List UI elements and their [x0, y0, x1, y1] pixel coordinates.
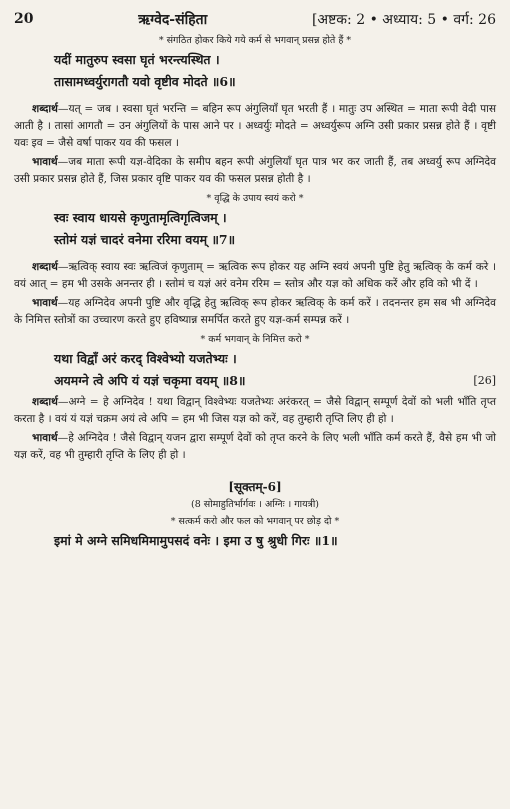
mantra-line: यथा विद्वाँ अरं करद् विश्वेभ्यो यजतेभ्यः ।: [54, 351, 237, 366]
bhavarth-text: —हे अग्निदेव ! जैसे विद्वान् यजन द्वारा सम्पूर्ण देवों को तृप्त करने के लिए भली भाँति कर्म करते हैं, वैसे हम भी जो यज्ञ करें, वह भी तुम्हारी तृप्ति के लिए ही हो ।: [14, 432, 496, 461]
mantra-line: स्तोमं यज्ञं चादरं वनेमा ररिमा वयम् ॥7॥: [54, 232, 236, 247]
section-caption: * संगठित होकर किये गये कर्म से भगवान् प्रसन्न होते हैं *: [158, 35, 352, 46]
mantra-line: अयमग्ने त्वे अपि यं यज्ञं चकृमा वयम् ॥8॥: [54, 373, 246, 388]
page-number: 20: [14, 11, 34, 27]
shabdarth-paragraph: [14, 394, 496, 428]
shabdarth-label: शब्दार्थ: [32, 396, 58, 408]
shabdarth-paragraph: [14, 259, 496, 293]
bhavarth-label: भावार्थ: [32, 432, 58, 444]
mantra-line: स्वः स्वाय धायसे कृणुतामृत्विगृत्विजम् ।: [54, 210, 227, 225]
page-header: [14, 8, 496, 30]
bhavarth-label: भावार्थ: [32, 156, 58, 168]
shabdarth-text: —यत् = जब । स्वसा घृतं भरन्ति = बहिन रूप अंगुलियाँ घृत भरती हैं । मातुः उप अस्थित = माता रूपी वेदी पास आती है । तासां आगतौ = उन अंगुलियों के पास आने पर । अध्वर्युः मोदते = अध्वर्युरूप अग्नि उसी प्रकार प्रसन्न होते हैं । वृष्टी यवः इव = जैसे वर्षा पाकर यव की फसल ।: [14, 103, 496, 149]
bhavarth-label: भावार्थ: [32, 297, 58, 309]
sukta-title: [सूक्तम्-6]: [228, 480, 282, 494]
section-caption: * सत्कर्म करो और फल को भगवान् पर छोड़ दो *: [170, 516, 340, 527]
verse-group-ref: [26]: [473, 374, 496, 387]
section-location: [अष्टक: 2 • अध्याय: 5 • वर्ग: 26: [311, 11, 496, 28]
bhavarth-text: —यह अग्निदेव अपनी पुष्टि और वृद्धि हेतु ऋत्विक् रूप होकर ऋत्विक् के कर्म करें । तदनन्तर हम सब भी अग्निदेव के निमित्त स्तोत्रों का उच्चारण करते हुए हविष्यान्न समर्पित करते हुए यज्ञ-कर्म सम्पन्न करें ।: [14, 297, 496, 326]
bhavarth-paragraph: [14, 154, 496, 188]
shabdarth-text: —ऋत्विक् स्वाय स्वः ऋत्विजं कृणुताम् = ऋत्विक रूप होकर यह अग्नि स्वयं अपनी पुष्टि हेतु ऋत्विक् के कर्म करे । वयं आत् = हम भी उसके अनन्तर ही । स्तोमं च यज्ञं अरं वनेम ररिम = स्तोत्र और यज्ञ को अधिक करें और हवि को भी दें ।: [14, 261, 496, 290]
bhavarth-paragraph: [14, 430, 496, 464]
shabdarth-label: शब्दार्थ: [32, 103, 58, 115]
shabdarth-text: —अग्ने = हे अग्निदेव ! यथा विद्वान् विश्वेभ्यः यजतेभ्यः अरंकरत् = जैसे विद्वान् सम्पूर्ण देवों को भली भाँति तृप्त करता है । वयं यं यज्ञं चक्रम अयं त्वे अपि = हम भी जिस यज्ञ को करें, वह तुम्हारी तृप्ति लिए ही हो ।: [14, 396, 496, 425]
mantra-line-with-ref: [14, 370, 496, 392]
shabdarth-paragraph: [14, 101, 496, 152]
section-caption: * वृद्धि के उपाय स्वयं करो *: [206, 193, 304, 204]
section-caption: * कर्म भगवान् के निमित्त करो *: [200, 334, 310, 345]
bhavarth-paragraph: [14, 295, 496, 329]
book-title: ऋग्वेद-संहिता: [138, 11, 208, 28]
mantra-line: इमां मे अग्ने समिधमिमामुपसदं वनेः । इमा उ षु श्रुधी गिरः ॥1॥: [54, 533, 338, 548]
sukta-subtitle: (8 सोमाहुतिर्भार्गवः । अग्निः । गायत्री): [191, 499, 319, 510]
shabdarth-label: शब्दार्थ: [32, 261, 58, 273]
bhavarth-text: —जब माता रूपी यज्ञ-वेदिका के समीप बहन रूपी अंगुलियाँ घृत पात्र भर कर जाती हैं, तब अध्वर्यु रूप अग्निदेव उसी प्रकार प्रसन्न होते हैं, जिस प्रकार वृष्टि पाकर यव की फसल प्रसन्न होती है ।: [14, 156, 496, 185]
mantra-line: तासामध्वर्युरागतौ यवो वृष्टीव मोदते ॥6॥: [54, 74, 236, 89]
mantra-line: यदीं मातुरुप स्वसा घृतं भरन्त्यस्थित ।: [54, 52, 220, 67]
